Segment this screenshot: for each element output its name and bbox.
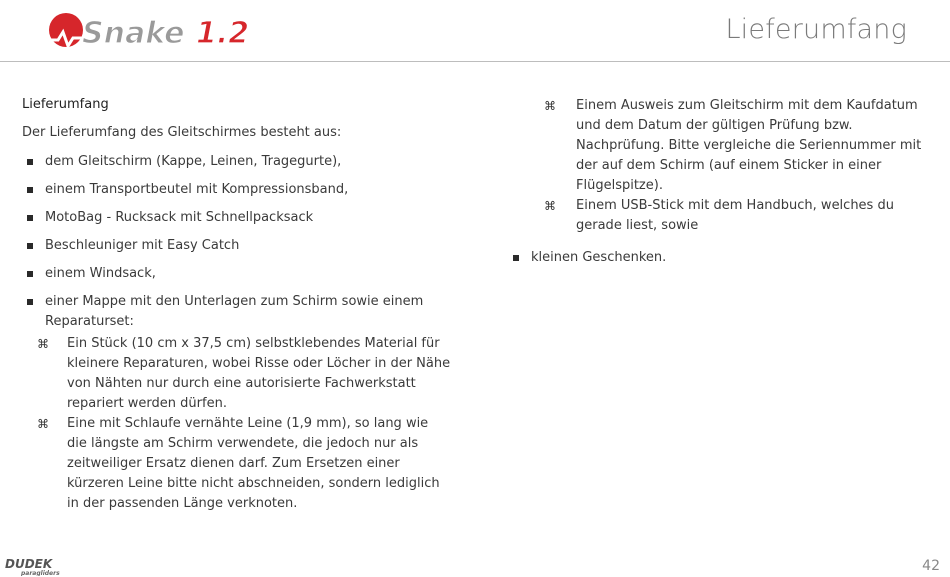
snake-logo [46,10,250,54]
page-number: 42 [922,558,940,574]
dudek-logo [3,556,75,576]
section-heading: Lieferumfang [22,97,109,112]
square-bullet-icon [27,215,33,221]
svg-text:Snake: Snake [82,16,185,51]
list-item: ⌘ Einem Ausweis zum Gleitschirm mit dem Kaufdatum und dem Datum der gültigen Prüfung bzw. Nachprüfung. Bitte vergleiche die Seriennummer mit der auf dem Schirm (auf einem Sticker in einer Flügelspitze). [544,98,922,193]
square-bullet-icon [27,271,33,277]
command-bullet-icon: ⌘ [37,337,49,351]
list-item: dem Gleitschirm (Kappe, Leinen, Tragegurte), [22,152,452,172]
list-item: einem Windsack, [22,264,452,284]
svg-text:DUDEK: DUDEK [5,557,53,571]
command-bullet-icon: ⌘ [544,199,556,213]
list-item: ⌘ Einem USB-Stick mit dem Handbuch, welches du gerade liest, sowie [544,198,894,233]
svg-text:paragliders: paragliders [21,570,60,576]
documents-list [508,96,933,236]
left-column [22,96,452,514]
square-bullet-icon [27,243,33,249]
final-list [508,248,933,268]
square-bullet-icon [513,255,519,261]
list-item: einem Transportbeutel mit Kompressionsband, [22,180,452,200]
delivery-list [22,152,452,332]
square-bullet-icon [27,159,33,165]
list-item: ⌘ Ein Stück (10 cm x 37,5 cm) selbstklebendes Material für kleinere Reparaturen, wobei Risse oder Löcher in der Nähe von Nähten nur durch eine autorisierte Fachwerkstatt repariert werden dürfen. [37,336,451,411]
list-item: kleinen Geschenken. [508,248,933,268]
right-column [508,96,933,276]
svg-text:1.2: 1.2 [196,16,250,51]
intro-text: Der Lieferumfang des Gleitschirmes besteht aus: [22,125,342,140]
header-divider [0,61,950,62]
square-bullet-icon [27,187,33,193]
command-bullet-icon: ⌘ [544,99,556,113]
page-title: Lieferumfang [725,14,907,45]
repair-set-list [22,334,452,514]
list-item: ⌘ Eine mit Schlaufe vernähte Leine (1,9 mm), so lang wie die längste am Schirm verwendete, die jedoch nur als zeitweiliger Ersatz dienen darf. Zum Ersetzen einer kürzeren Leine bitte nicht abschneiden, sondern lediglich in der passenden Länge verknoten. [37,416,440,511]
list-item: Beschleuniger mit Easy Catch [22,236,452,256]
command-bullet-icon: ⌘ [37,417,49,431]
square-bullet-icon [27,299,33,305]
list-item: MotoBag - Rucksack mit Schnellpacksack [22,208,452,228]
list-item: einer Mappe mit den Unterlagen zum Schirm sowie einem Reparaturset: [22,292,452,332]
